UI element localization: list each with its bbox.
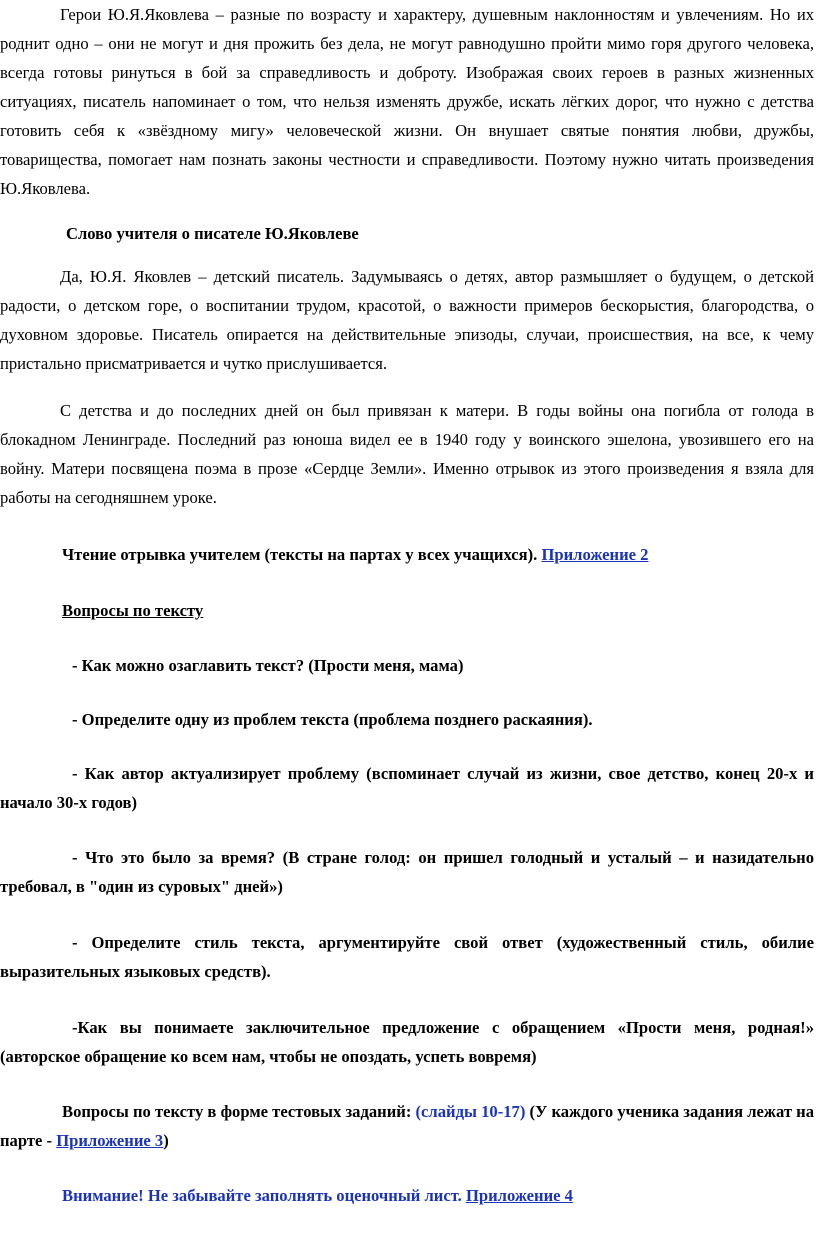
question-item: - Определите стиль текста, аргументируйте свой ответ (художественный стиль, обилие выразительных языковых средств). bbox=[0, 933, 814, 981]
intro-paragraph: Герои Ю.Я.Яковлева – разные по возрасту и характеру, душевным наклонностям и увлечениям. Но их роднит одно – они не могут и дня прожить без дела, не могут равнодушно пройти мимо горя другого человека, всегда готовы ринуться в бой за справедливость и доброту. Изображая своих героев в разных жизненных ситуациях, писатель напоминает о том, что нельзя изменять дружбе, искать лёгких дорог, что нужно с детства готовить себя к «звёздному мигу» человеческой жизни. Он внушает святые понятия любви, дружбы, товарищества, помогает нам познать законы честности и справедливости. Поэтому нужно читать произведения Ю.Яковлева. bbox=[0, 5, 814, 198]
appendix-3-link[interactable]: Приложение 3 bbox=[56, 1131, 164, 1150]
mother-paragraph: С детства и до последних дней он был привязан к матери. В годы войны она погибла от голода в блокадном Ленинграде. Последний раз юноша видел ее в 1940 году у воинского эшелона, увозившего его на войну. Матери посвящена поэма в прозе «Сердце Земли». Именно отрывок из этого произведения я взяла для работы на сегодняшнем уроке. bbox=[0, 401, 814, 507]
tests-text-c: ) bbox=[163, 1131, 169, 1150]
question-item: -Как вы понимаете заключительное предложение с обращением «Прости меня, родная!» (авторское обращение ко всем нам, чтобы не опоздать, успеть вовремя) bbox=[0, 1018, 814, 1066]
reading-line bbox=[0, 540, 814, 569]
appendix-2-link[interactable]: Приложение 2 bbox=[541, 545, 649, 564]
question-item: - Как можно озаглавить текст? (Прости меня, мама) bbox=[72, 656, 464, 675]
question-item: - Определите одну из проблем текста (проблема позднего раскаяния). bbox=[72, 710, 593, 729]
question-item: - Как автор актуализирует проблему (вспоминает случай из жизни, свое детство, конец 20-х и начало 30-х годов) bbox=[0, 764, 814, 812]
questions-heading-text: Вопросы по тексту bbox=[62, 601, 204, 620]
reading-text: Чтение отрывка учителем (тексты на партах у всех учащихся). bbox=[62, 545, 542, 564]
attention-text: Внимание! Не забывайте заполнять оценочный лист. bbox=[62, 1186, 466, 1205]
tests-text-b: (У каждого ученика задания лежат на парте - bbox=[0, 1102, 815, 1150]
question-item: - Что это было за время? (В стране голод: он пришел голодный и усталый – и назидательно требовал, в "один из суровых" дней») bbox=[0, 848, 814, 896]
appendix-4-link[interactable]: Приложение 4 bbox=[465, 1186, 573, 1205]
slides-reference: (слайды 10-17) bbox=[415, 1102, 526, 1121]
teacher-word-heading: Слово учителя о писателе Ю.Яковлеве bbox=[66, 224, 359, 243]
questions-heading bbox=[0, 596, 814, 625]
tests-text-a: Вопросы по тексту в форме тестовых заданий: bbox=[62, 1102, 416, 1121]
tests-paragraph bbox=[0, 1097, 814, 1155]
attention-line bbox=[0, 1181, 814, 1210]
writer-paragraph: Да, Ю.Я. Яковлев – детский писатель. Задумываясь о детях, автор размышляет о будущем, о детской радости, о детском горе, о воспитании трудом, красотой, о важности примеров бескорыстия, благородства, о духовном здоровье. Писатель опирается на действительные эпизоды, случаи, происшествия, на все, к чему пристально присматривается и чутко прислушивается. bbox=[0, 267, 814, 373]
